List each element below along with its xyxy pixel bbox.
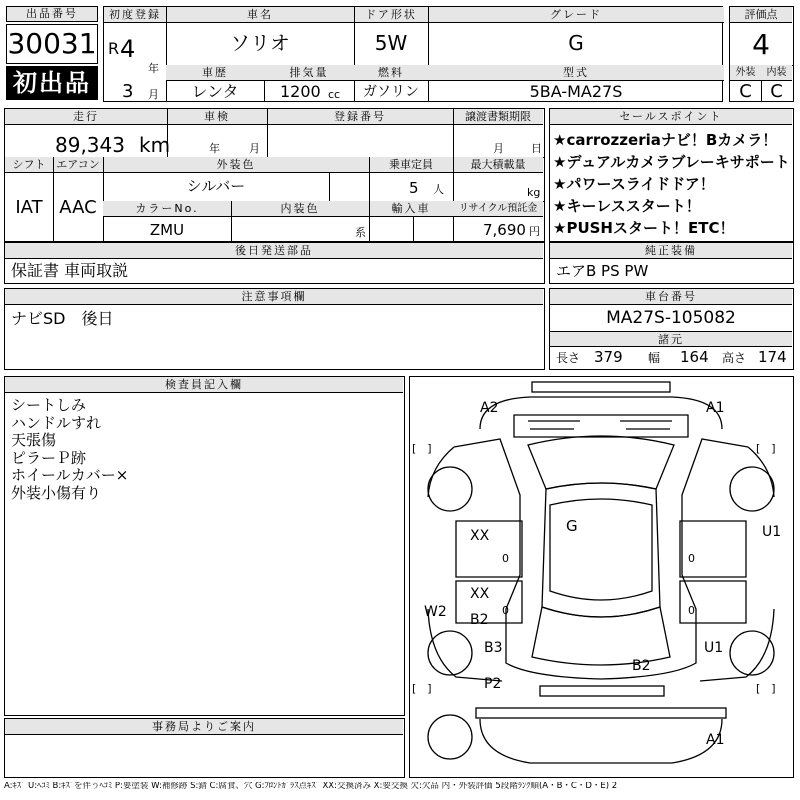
load-label: 最大積載量	[453, 157, 543, 173]
mark-xx-2: XX	[470, 586, 490, 602]
transfer-month-unit: 月	[493, 142, 504, 155]
inspection-label: 車検	[167, 109, 267, 125]
details-table	[4, 108, 545, 242]
later-parts-title: 後日発送部品	[5, 243, 543, 259]
ac: AAC	[59, 197, 97, 218]
mark-zero-1: 0	[502, 552, 509, 565]
seats-label: 乗車定員	[369, 157, 453, 173]
inspector-note-line: 外装小傷有り	[11, 483, 102, 502]
mark-zero-3: 0	[688, 552, 695, 565]
seats-unit: 人	[433, 183, 444, 196]
plate-label: 登録番号	[267, 109, 453, 125]
width-value: 164	[680, 348, 709, 366]
mileage: 89,343	[55, 133, 125, 157]
equipment-panel	[549, 242, 794, 284]
fuel-label: 燃料	[354, 65, 428, 81]
sales-points-list	[553, 129, 790, 239]
sales-point-item: ★carrozzeriaナビ！Bカメラ！	[553, 131, 778, 149]
sales-points-panel	[549, 108, 794, 242]
chassis-number: MA27S-105082	[606, 308, 736, 328]
height-value: 174	[758, 348, 787, 366]
mark-a2-top: A2	[480, 400, 499, 416]
sales-point-item: ★パワースライドドア！	[553, 175, 715, 193]
km-unit: km	[139, 133, 171, 157]
equipment-title: 純正装備	[550, 243, 792, 259]
history: レンタ	[191, 82, 239, 101]
notes-title: 注意事項欄	[5, 289, 543, 305]
mark-b2-right: B2	[632, 658, 651, 674]
load-unit: kg	[527, 186, 541, 199]
inspector-panel	[4, 376, 405, 716]
car-name-label: 車名	[166, 7, 354, 23]
reg-month: 3	[122, 81, 134, 102]
sales-point-item: ★キーレススタート！	[553, 197, 701, 215]
mark-zero-2: 0	[502, 604, 509, 617]
model-label: 型式	[428, 65, 724, 81]
chassis-title: 車台番号	[550, 289, 792, 305]
office-title: 事務局よりご案内	[5, 719, 403, 735]
inspector-note-line: 天張傷	[11, 431, 57, 449]
mark-b2-left: B2	[470, 612, 489, 628]
bracket-right-2: [ ]	[756, 682, 776, 695]
transfer-label: 譲渡書類期限	[453, 109, 543, 125]
office-panel	[4, 718, 405, 778]
cc-unit: cc	[328, 88, 341, 101]
door-type: 5W	[374, 31, 408, 55]
exterior-grade: C	[739, 81, 752, 102]
int-color-label: 内装色	[231, 201, 369, 217]
inspector-note-line: ピラーＰ跡	[11, 448, 87, 467]
length-label: 長さ	[556, 351, 581, 365]
import-label: 輸入車	[369, 201, 453, 217]
damage-legend: A:ｷｽﾞ U:ﾍｺﾐ B:ｷｽﾞを伴うﾍｺﾐ P:要塗装 W:補修跡 S:錆 C:腐食、穴 G:ﾌﾛﾝﾄｶﾞﾗｽ点ｷｽﾞ XX:交換済み X:要交換 欠:欠品 内・外装評価 5段階ﾗﾝｸ順(A・B・C・D・E) 2	[4, 782, 618, 791]
shift: IAT	[15, 197, 43, 218]
grade-label: グレード	[428, 7, 724, 23]
car-outline-diagram	[410, 377, 792, 776]
color: シルバー	[186, 177, 246, 195]
width-label: 幅	[648, 351, 661, 365]
color-no: ZMU	[149, 221, 185, 239]
inspector-note-line: ハンドルすれ	[11, 413, 102, 432]
damage-diagram	[409, 376, 794, 778]
score-table	[729, 6, 794, 102]
mark-u1-right: U1	[762, 524, 782, 540]
inspector-note-line: ホイールカバー×	[11, 466, 129, 484]
equipment-text: エアB PS PW	[556, 262, 649, 280]
inspector-note-line: シートしみ	[11, 396, 87, 414]
era-mark: R	[108, 39, 120, 58]
exterior-label: 外装	[730, 65, 761, 81]
shift-label: シフト	[5, 157, 53, 173]
later-parts-text: 保証書 車両取説	[11, 261, 129, 280]
chassis-panel	[549, 288, 794, 370]
seats: 5	[409, 179, 419, 197]
lot-number: 30031	[6, 24, 98, 64]
color-label: 外装色	[103, 157, 369, 173]
inspection-month-unit: 月	[249, 142, 260, 155]
height-label: 高さ	[722, 351, 747, 365]
inspector-title: 検査員記入欄	[5, 377, 403, 393]
displacement-label: 排気量	[264, 65, 354, 81]
interior-grade: C	[770, 81, 783, 102]
ac-label: エアコン	[53, 157, 103, 173]
mark-zero-4: 0	[688, 604, 695, 617]
sales-point-item: ★PUSHスタート！ETC！	[553, 219, 735, 237]
grade: G	[568, 31, 584, 55]
mark-a1-top: A1	[706, 400, 725, 416]
history-label: 車歴	[166, 65, 264, 81]
dims-title: 諸元	[550, 331, 792, 347]
vehicle-info-table	[103, 6, 723, 102]
mark-u1-right-low: U1	[704, 640, 724, 656]
bracket-left-2: [ ]	[412, 682, 432, 695]
sales-point-item: ★デュアルカメラブレーキサポート	[553, 153, 790, 171]
first-listing-badge: 初出品	[6, 66, 98, 100]
int-color-unit: 系	[355, 226, 366, 239]
lot-label: 出品番号	[6, 6, 98, 22]
sales-points-title: セールスポイント	[550, 109, 792, 125]
mark-a1-bottom: A1	[706, 732, 725, 748]
transfer-day-unit: 日	[531, 142, 542, 155]
color-no-label: カラーNo.	[103, 201, 231, 217]
displacement: 1200	[280, 82, 321, 101]
score: 4	[752, 28, 770, 61]
score-label: 評価点	[730, 7, 792, 23]
inspector-notes	[11, 397, 128, 502]
reg-label: 初度登録	[104, 7, 166, 23]
bracket-right-1: [ ]	[756, 442, 776, 455]
mark-b3-left: B3	[484, 640, 503, 656]
length-value: 379	[594, 348, 623, 366]
later-parts-panel	[4, 242, 545, 284]
mark-xx-1: XX	[470, 528, 490, 544]
notes-panel	[4, 288, 545, 370]
mileage-label: 走行	[5, 109, 167, 125]
recycle-label: リサイクル預託金	[453, 201, 543, 217]
year-unit: 年	[148, 62, 159, 75]
model: 5BA-MA27S	[529, 82, 623, 101]
bracket-left-1: [ ]	[412, 442, 432, 455]
recycle-fee: 7,690	[483, 221, 526, 239]
car-name: ソリオ	[230, 31, 290, 55]
yen-unit: 円	[529, 225, 540, 238]
mark-w2-left: W2	[424, 604, 447, 620]
reg-year: 4	[120, 35, 136, 63]
inspection-year-unit: 年	[209, 142, 220, 155]
door-label: ドア形状	[354, 7, 428, 23]
fuel: ガソリン	[363, 84, 419, 100]
mark-p2-left: P2	[484, 676, 502, 692]
interior-label: 内装	[761, 65, 792, 81]
month-unit: 月	[148, 88, 159, 101]
notes-text: ナビSD 後日	[11, 309, 114, 328]
mark-g-roof: G	[566, 517, 578, 535]
